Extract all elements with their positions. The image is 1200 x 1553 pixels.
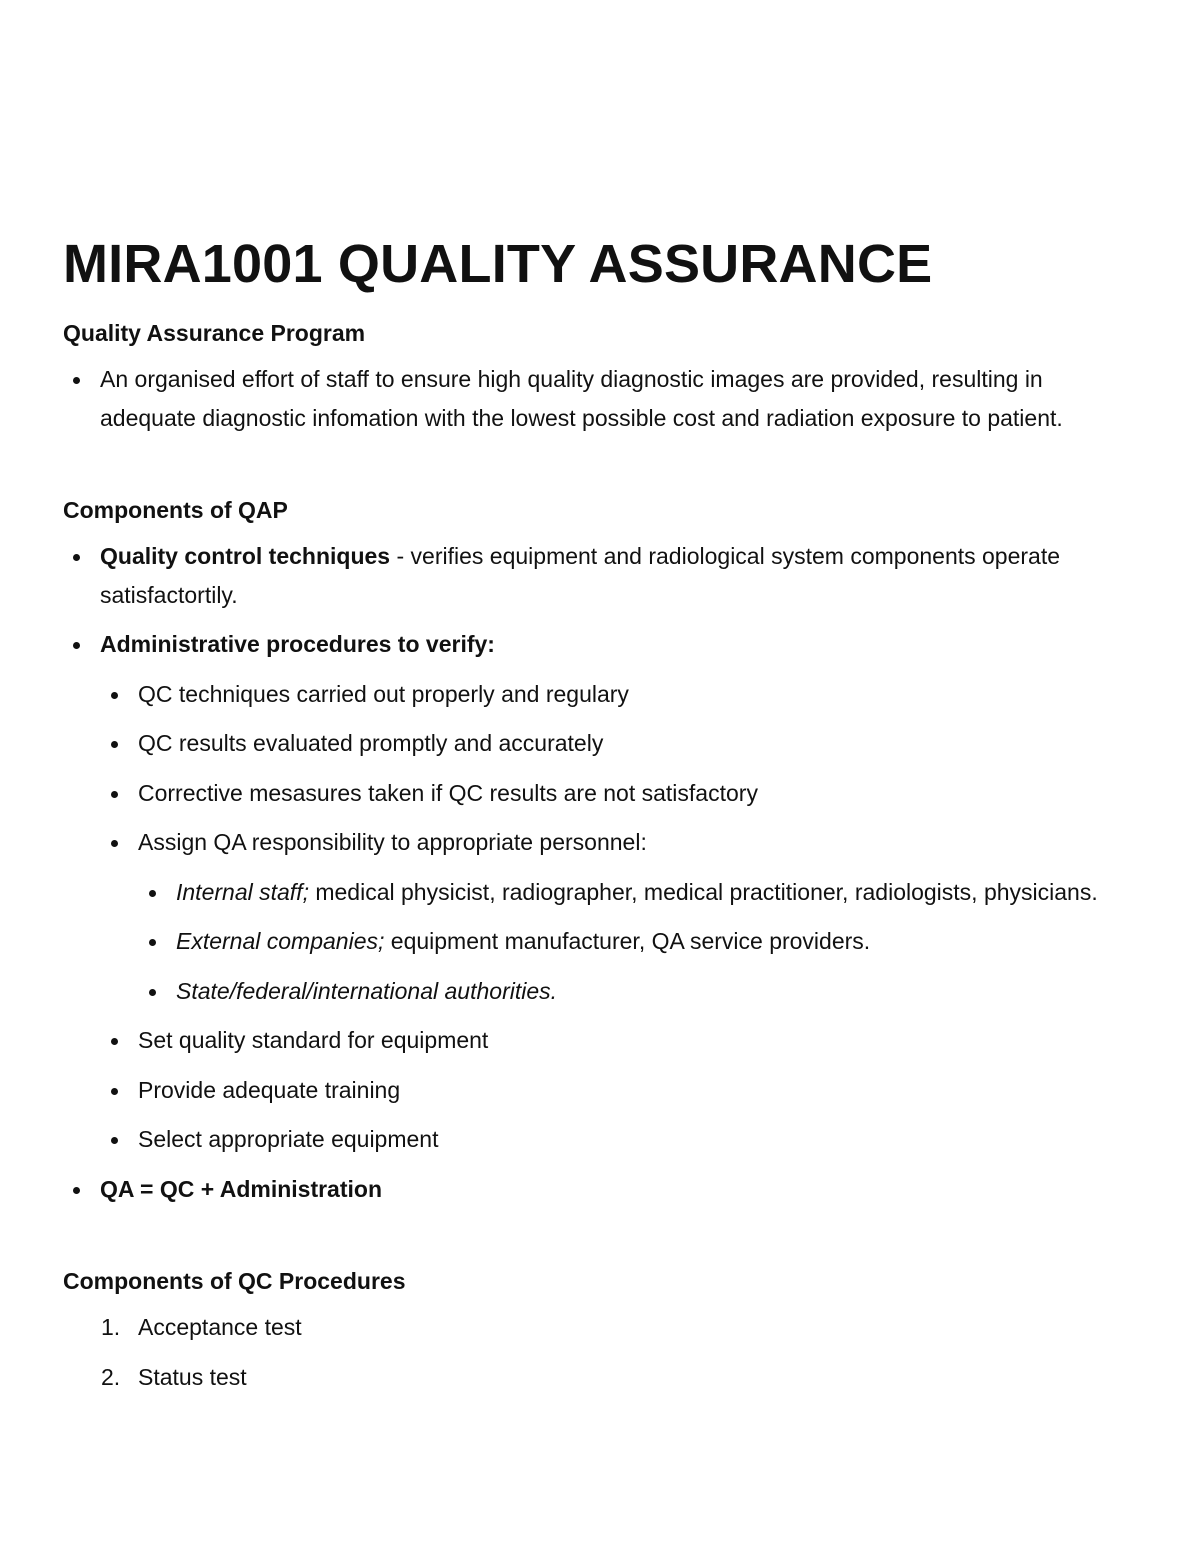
admin-item: Select appropriate equipment [138, 1126, 439, 1152]
bullet-icon [149, 939, 156, 946]
list-item [63, 972, 1123, 1011]
admin-item: QC techniques carried out properly and regulary [138, 680, 629, 707]
bullet-icon [111, 692, 118, 699]
qc-procedures-heading: Components of QC Procedures [63, 1268, 406, 1294]
list-item [63, 625, 1123, 664]
page-title: MIRA1001 QUALITY ASSURANCE [63, 234, 933, 294]
qa-formula: QA = QC + Administration [100, 1175, 382, 1202]
list-item [63, 774, 1123, 813]
list-item [63, 724, 1123, 763]
list-number: 2. [101, 1363, 121, 1390]
components-qap-heading: Components of QAP [63, 497, 288, 523]
list-item [63, 873, 1123, 912]
qc-procedures-list [63, 1308, 1123, 1396]
admin-item: Provide adequate training [138, 1076, 401, 1103]
qc-label: Quality control techniques [100, 543, 391, 569]
bullet-icon [149, 890, 156, 897]
personnel-desc: medical physicist, radiographer, medical practitioner, radiologists, physicians. [308, 878, 1098, 905]
bullet-icon [111, 1137, 118, 1144]
list-item [63, 1308, 1123, 1347]
bullet-icon [111, 741, 118, 748]
list-item [63, 1358, 1123, 1397]
bullet-icon [73, 377, 80, 384]
components-qap-list [63, 537, 1123, 1208]
personnel-label: Internal staff; [176, 878, 309, 905]
qap-heading: Quality Assurance Program [63, 320, 366, 346]
list-item [63, 1071, 1123, 1110]
admin-label: Administrative procedures to verify: [100, 631, 495, 657]
bullet-icon [111, 1038, 118, 1045]
procedure-text: Status test [138, 1363, 247, 1390]
list-item [63, 1021, 1123, 1060]
document-page [63, 232, 1123, 1396]
list-item [63, 675, 1123, 714]
bullet-icon [111, 791, 118, 798]
bullet-icon [111, 1088, 118, 1095]
personnel-desc: equipment manufacturer, QA service providers. [384, 928, 871, 954]
personnel-label: External companies; [176, 928, 385, 954]
list-number: 1. [101, 1314, 121, 1340]
list-item [63, 922, 1123, 961]
bullet-icon [149, 989, 156, 996]
list-item [63, 823, 1123, 862]
qap-list [63, 360, 1123, 437]
bullet-icon [73, 642, 80, 649]
admin-item: Corrective mesasures taken if QC results are not satisfactory [138, 779, 758, 806]
list-item [63, 360, 1123, 437]
list-item [63, 537, 1123, 614]
admin-item: QC results evaluated promptly and accurately [138, 730, 604, 756]
qap-definition: An organised effort of staff to ensure high quality diagnostic images are provided, resulting in adequate diagnostic infomation with the lowest possible cost and radiation exposure to patient. [100, 366, 1063, 431]
bullet-icon [73, 1187, 80, 1194]
procedure-text: Acceptance test [138, 1314, 302, 1340]
bullet-icon [73, 554, 80, 561]
admin-item: Set quality standard for equipment [138, 1027, 489, 1053]
admin-item: Assign QA responsibility to appropriate personnel: [138, 829, 647, 855]
bullet-icon [111, 840, 118, 847]
qc-description: - verifies equipment and radiological system components operate satisfactortily. [100, 543, 1061, 608]
list-item [63, 1170, 1123, 1209]
list-item [63, 1120, 1123, 1159]
personnel-label: State/federal/international authorities. [176, 977, 558, 1004]
